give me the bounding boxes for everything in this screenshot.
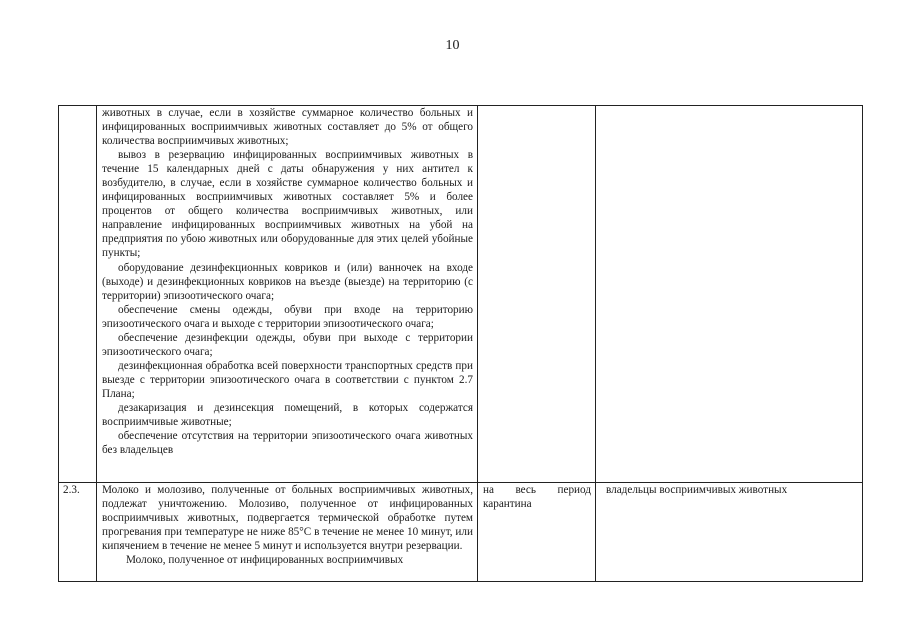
- period-cell: [478, 483, 596, 582]
- measure-paragraph: Молоко, полученное от инфицированных восприимчивых: [126, 554, 404, 567]
- measure-paragraph: обеспечение смены одежды, обуви при входе на территорию эпизоотического очага и выходе с территории эпизоотического очага;: [102, 303, 473, 330]
- measure-cell: [97, 106, 478, 483]
- measure-cell: [97, 483, 478, 582]
- responsible-cell: владельцы восприимчивых животных: [596, 483, 863, 582]
- period-text: на весь период карантина: [483, 484, 591, 511]
- row-number-cell: [59, 106, 97, 483]
- responsible-cell: [596, 106, 863, 483]
- period-cell: [478, 106, 596, 483]
- page-number: 10: [445, 38, 460, 53]
- measures-table: [58, 105, 863, 582]
- measure-paragraph: обеспечение дезинфекции одежды, обуви при выходе с территории эпизоотического очага;: [102, 331, 473, 358]
- measure-paragraph: вывоз в резервацию инфицированных восприимчивых животных в течение 15 календарных дней с даты обнаружения у них антител к возбудителю, в случае, если в хозяйстве суммарное количество больных и инфицированных восприимчивых животных составляет 5% и более процентов от общего количества восприимчивых животных, или направление инфицированных восприимчивых животных на убой на предприятия по убою животных или оборудованные для этих целей убойные пункты;: [102, 149, 473, 260]
- measure-paragraph: обеспечение отсутствия на территории эпизоотического очага животных без владельцев: [102, 430, 473, 457]
- measure-paragraph: дезинфекционная обработка всей поверхности транспортных средств при выезде с территории эпизоотического очага в соответствии с пунктом 2.7 Плана;: [102, 359, 473, 400]
- measure-paragraph: дезакаризация и дезинсекция помещений, в которых содержатся восприимчивые животные;: [102, 401, 473, 429]
- measure-paragraph: животных в случае, если в хозяйстве суммарное количество больных и инфицированных восприимчивых животных составляет до 5% от общего количества восприимчивых животных;: [102, 107, 473, 148]
- table-row: [59, 106, 863, 483]
- row-number-cell: 2.3.: [59, 483, 97, 582]
- table-row: [59, 483, 863, 582]
- measure-paragraph: оборудование дезинфекционных ковриков и (или) ванночек на входе (выходе) и дезинфекционных ковриков на въезде (выезде) на территорию (с территории) эпизоотического очага;: [102, 261, 473, 302]
- measure-paragraph: Молоко и молозиво, полученные от больных восприимчивых животных, подлежат уничтожению. Молозиво, полученное от инфицированных восприимчивых животных, подвергается термической обработке путем прогревания при температуре не ниже 85°С в течение не менее 10 минут, или кипячением в течение не менее 5 минут и используется внутри резервации.: [102, 484, 473, 553]
